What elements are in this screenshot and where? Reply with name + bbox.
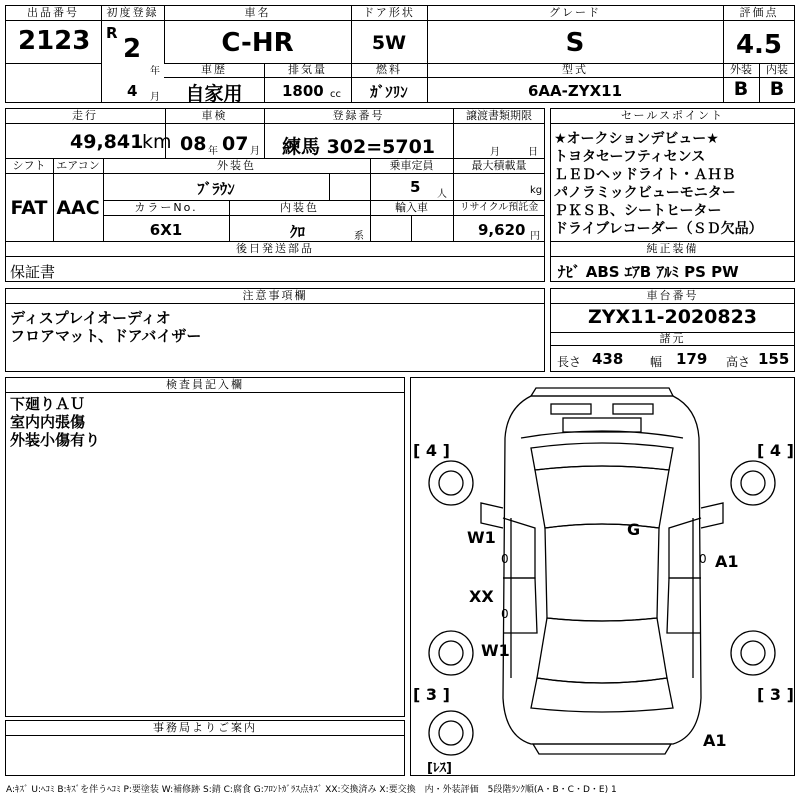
recycle-unit: 円 — [530, 231, 540, 242]
score-label: 評価点 — [739, 6, 779, 19]
ext-color-label: 外装色 — [217, 159, 256, 172]
note-line: ディスプレイオーディオ — [10, 309, 171, 327]
capacity: 5 — [410, 178, 421, 196]
interior-score: B — [769, 78, 785, 100]
ac-label: エアコン — [56, 159, 100, 172]
transfer-label: 譲渡書類期限 — [466, 109, 532, 122]
sales-point: トヨタセーフティセンス — [554, 149, 706, 165]
office-label: 事務局よりご案内 — [153, 721, 257, 734]
length-label: 長さ — [557, 355, 582, 369]
notes-label: 注意事項欄 — [242, 289, 308, 302]
cc-unit: cc — [330, 89, 341, 100]
width: 179 — [676, 350, 708, 368]
interior-label: 内装 — [766, 63, 788, 76]
inspection-label: 車検 — [201, 109, 228, 122]
sales-points-label: セールスポイント — [620, 109, 724, 122]
exterior-score: B — [733, 78, 749, 100]
color-no: 6X1 — [149, 221, 183, 239]
car-outline — [411, 378, 794, 775]
sales-point: ＰＫＳＢ、シートヒーター — [554, 203, 722, 219]
year-unit: 年 — [150, 66, 160, 77]
height: 155 — [758, 350, 790, 368]
shift-label: シフト — [12, 159, 46, 172]
int-color-label: 内装色 — [280, 201, 319, 214]
inspection-year: 08 — [180, 133, 207, 155]
tire-rear-left: [ 3 ] — [413, 685, 450, 704]
capacity-unit: 人 — [437, 189, 447, 200]
inspection-month: 07 — [222, 133, 249, 155]
int-color: ｸﾛ — [290, 223, 306, 241]
month-unit: 月 — [150, 92, 160, 103]
reg-label: 登録番号 — [332, 109, 385, 122]
ac: AAC — [56, 197, 100, 219]
car-name: C-HR — [221, 28, 294, 58]
sales-point: パノラミックビューモニター — [554, 185, 736, 201]
inspector-list — [10, 395, 100, 449]
damage-diagram — [410, 377, 795, 776]
inspection-year-unit: 年 — [208, 146, 218, 157]
int-color-unit: 系 — [354, 231, 364, 242]
color-no-label: カラーNo. — [134, 201, 198, 214]
damage-mark: XX — [469, 587, 494, 606]
first-reg-year: 2 — [123, 34, 142, 64]
displacement: 1800 — [282, 82, 324, 100]
max-load-unit: kg — [530, 185, 543, 196]
fuel-label: 燃料 — [376, 63, 402, 76]
sales-points-list — [554, 130, 763, 238]
door-type: 5W — [371, 32, 407, 54]
door-label: ドア形状 — [363, 6, 415, 19]
transfer-month-unit: 月 — [490, 147, 500, 158]
first-reg-month: 4 — [127, 82, 138, 100]
damage-mark: A1 — [715, 552, 739, 571]
inspector-line: 外装小傷有り — [10, 431, 101, 449]
mileage-unit: km — [142, 131, 172, 153]
mileage: 49,841 — [70, 131, 144, 153]
displacement-label: 排気量 — [288, 63, 327, 76]
inspection-month-unit: 月 — [250, 146, 260, 157]
spare-tire: [ﾚｽ] — [427, 761, 452, 775]
height-label: 高さ — [726, 355, 751, 369]
notes-list — [10, 309, 201, 345]
fuel: ｶﾞｿﾘﾝ — [370, 83, 408, 101]
zero-mark: 0 — [501, 607, 509, 621]
chassis-label: 車台番号 — [646, 289, 699, 302]
sales-point: ＬＥＤヘッドライト・ＡＨＢ — [554, 167, 736, 183]
zero-mark: 0 — [699, 552, 707, 566]
import-label: 輸入車 — [395, 201, 428, 214]
lot-number: 2123 — [18, 26, 91, 56]
inspector-label: 検査員記入欄 — [166, 378, 244, 391]
lot-label: 出品番号 — [27, 6, 79, 19]
mileage-label: 走行 — [72, 109, 98, 122]
sales-point: ★オークションデビュー★ — [554, 131, 719, 147]
later-parts-label: 後日発送部品 — [236, 242, 314, 255]
damage-mark: W1 — [481, 641, 510, 660]
grade-label: グレード — [549, 6, 601, 19]
tire-front-left: [ 4 ] — [413, 441, 450, 460]
reg-number: 練馬 302=5701 — [281, 136, 436, 158]
shift: FAT — [10, 197, 48, 219]
max-load-label: 最大積載量 — [471, 159, 527, 172]
recycle-label: リサイクル預託金 — [459, 202, 539, 213]
damage-mark: G — [627, 520, 641, 539]
later-parts: 保証書 — [10, 263, 56, 281]
zero-mark: 0 — [501, 552, 509, 566]
length: 438 — [592, 350, 624, 368]
damage-mark: W1 — [467, 528, 496, 547]
ext-color: ﾌﾞﾗｳﾝ — [197, 180, 235, 198]
inspector-line: 室内内張傷 — [10, 413, 86, 431]
damage-mark: A1 — [703, 731, 727, 750]
grade: S — [565, 28, 585, 58]
chassis-number: ZYX11-2020823 — [587, 306, 758, 328]
car-name-label: 車名 — [244, 6, 271, 19]
first-reg-label: 初度登録 — [106, 6, 159, 19]
note-line: フロアマット、ドアバイザー — [10, 327, 202, 345]
inspector-line: 下廻りＡＵ — [10, 395, 86, 413]
history-label: 車歴 — [201, 63, 227, 76]
recycle: 9,620 — [478, 221, 526, 239]
legend: A:ｷｽﾞ U:ﾍｺﾐ B:ｷｽﾞを伴うﾍｺﾐ P:要塗装 W:補修跡 S:錆 C:腐食 G:ﾌﾛﾝﾄｶﾞﾗｽ点ｷｽﾞ XX:交換済み X:要交換 内・外装評価 5段階ﾗﾝｸ順(A・B・C・D・E) 1 — [6, 785, 617, 795]
width-label: 幅 — [650, 355, 663, 369]
dims-label: 諸元 — [659, 332, 686, 345]
tire-front-right: [ 4 ] — [757, 441, 794, 460]
history: 自家用 — [185, 83, 243, 105]
transfer-day-unit: 日 — [528, 147, 538, 158]
capacity-label: 乗車定員 — [389, 159, 434, 172]
sales-point: ドライブレコーダー（ＳＤ欠品） — [554, 221, 763, 237]
equipment: ﾅﾋﾞ ABS ｴｱB ｱﾙﾐ PS PW — [558, 263, 739, 281]
exterior-label: 外装 — [730, 63, 752, 76]
model: 6AA-ZYX11 — [527, 82, 623, 100]
era: R — [106, 24, 118, 42]
score: 4.5 — [735, 30, 783, 60]
tire-rear-right: [ 3 ] — [757, 685, 794, 704]
model-label: 型式 — [562, 63, 588, 76]
equipment-label: 純正装備 — [646, 242, 699, 255]
